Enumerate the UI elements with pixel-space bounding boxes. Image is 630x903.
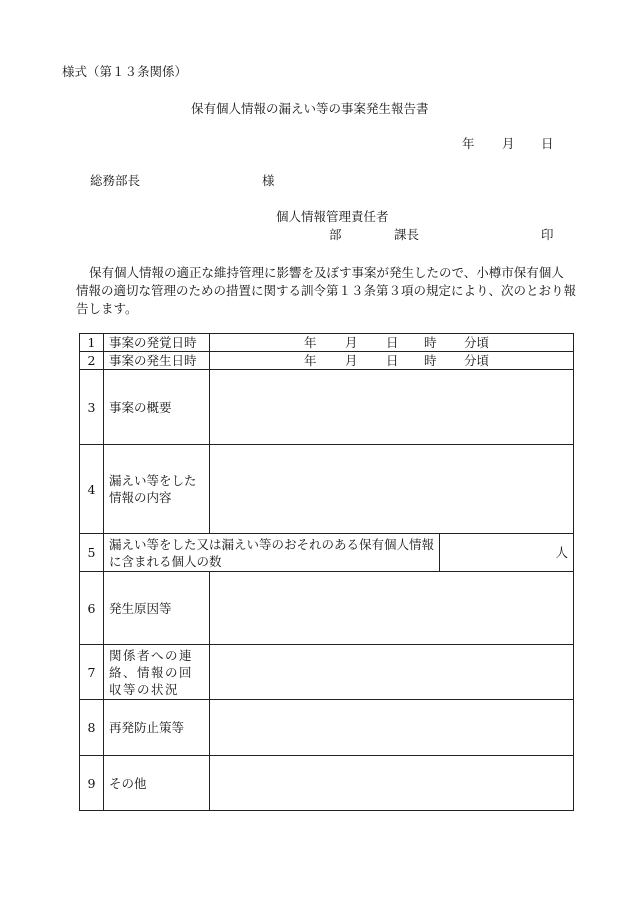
row-number: 7 <box>80 645 104 700</box>
row-label: 発生原因等 <box>104 572 210 645</box>
reporter-title-label: 課長 <box>394 227 420 242</box>
contact-status-field[interactable] <box>210 645 574 700</box>
row-number: 6 <box>80 572 104 645</box>
table-row <box>80 700 574 756</box>
report-statement-text: 保有個人情報の適正な維持管理に影響を及ぼす事案が発生したので、小樽市保有個人情報の適切な管理のための措置に関する訓令第１３条第３項の規定により、次のとおり報告します。 <box>76 265 577 316</box>
reporter-dept-label: 部 <box>329 227 342 242</box>
row-label: 漏えい等をした又は漏えい等のおそれのある保有個人情報に含まれる個人の数 <box>104 534 440 572</box>
unit-day: 日 <box>386 335 399 350</box>
unit-year: 年 <box>304 335 317 350</box>
occurrence-datetime-field[interactable] <box>210 352 574 370</box>
date-day-label: 日 <box>541 136 554 151</box>
cause-field[interactable] <box>210 572 574 645</box>
unit-minute: 分頃 <box>464 353 490 368</box>
reporter-role: 個人情報管理責任者 <box>276 209 389 224</box>
row-label: 再発防止策等 <box>104 700 210 756</box>
summary-field[interactable] <box>210 370 574 445</box>
discovery-datetime-field[interactable] <box>210 334 574 352</box>
unit-day: 日 <box>386 353 399 368</box>
table-row <box>80 756 574 811</box>
form-label: 様式（第１３条関係） <box>62 64 188 79</box>
row-number: 3 <box>80 370 104 445</box>
table-row <box>80 370 574 445</box>
row-label: 関係者への連絡、情報の回収等の状況 <box>104 645 210 700</box>
row-number: 2 <box>80 352 104 370</box>
other-field[interactable] <box>210 756 574 811</box>
table-row <box>80 645 574 700</box>
row-number: 4 <box>80 445 104 534</box>
row-label: 事案の概要 <box>104 370 210 445</box>
table-row <box>80 445 574 534</box>
report-table <box>79 333 574 811</box>
unit-year: 年 <box>304 353 317 368</box>
report-statement <box>76 264 576 318</box>
row-number: 1 <box>80 334 104 352</box>
date-year-label: 年 <box>462 136 475 151</box>
seal-mark: 印 <box>541 227 554 242</box>
leaked-info-field[interactable] <box>210 445 574 534</box>
unit-month: 月 <box>345 335 358 350</box>
row-number: 8 <box>80 700 104 756</box>
row-number: 9 <box>80 756 104 811</box>
table-row <box>80 534 574 572</box>
date-month-label: 月 <box>502 136 515 151</box>
unit-minute: 分頃 <box>464 335 490 350</box>
row-label: 漏えい等をした情報の内容 <box>104 445 210 534</box>
addressee-honorific: 様 <box>262 173 275 188</box>
person-count-field[interactable] <box>440 534 574 572</box>
person-count-unit: 人 <box>555 545 568 560</box>
unit-month: 月 <box>345 353 358 368</box>
table-row <box>80 572 574 645</box>
prevention-field[interactable] <box>210 700 574 756</box>
row-label: その他 <box>104 756 210 811</box>
row-label: 事案の発覚日時 <box>104 334 210 352</box>
table-row <box>80 334 574 352</box>
page-title: 保有個人情報の漏えい等の事案発生報告書 <box>191 101 429 116</box>
unit-hour: 時 <box>424 335 437 350</box>
addressee-name: 総務部長 <box>90 173 141 188</box>
row-number: 5 <box>80 534 104 572</box>
row-label: 事案の発生日時 <box>104 352 210 370</box>
unit-hour: 時 <box>424 353 437 368</box>
table-row <box>80 352 574 370</box>
